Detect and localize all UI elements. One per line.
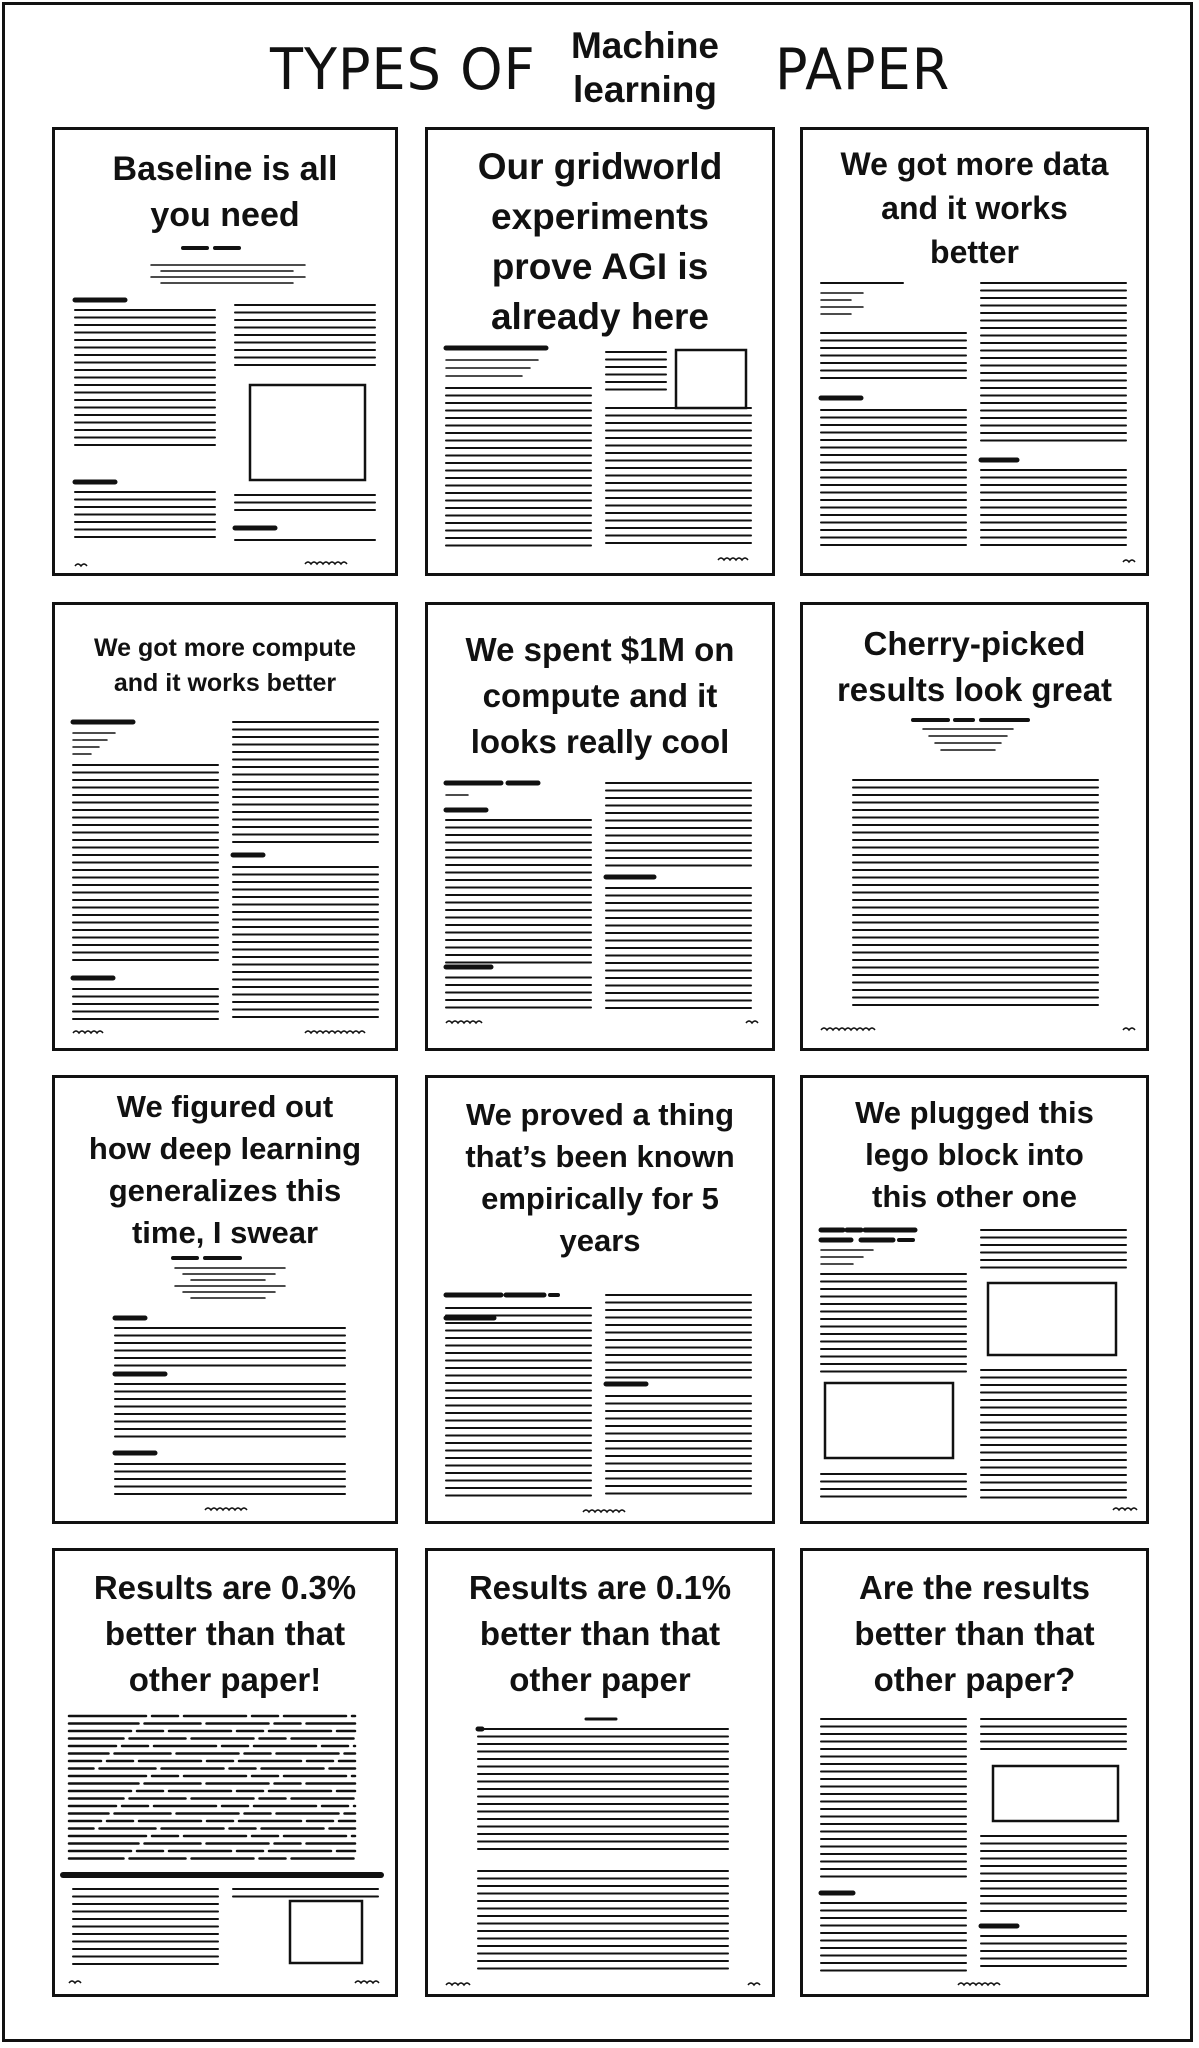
paper-title: Results are 0.1% better than that other paper xyxy=(468,1569,732,1698)
comic-title-right: PAPER xyxy=(775,36,951,103)
paper-body-text xyxy=(55,130,398,576)
paper-panel-3 xyxy=(800,127,1149,576)
paper-title: Are the results better than that other paper? xyxy=(854,1569,1095,1698)
paper-body-text xyxy=(428,130,775,576)
paper-title: Cherry-picked results look great xyxy=(836,625,1113,708)
paper-panel-4 xyxy=(52,602,398,1051)
paper-title: We plugged this lego block into this other one xyxy=(855,1095,1094,1214)
paper-panel-12 xyxy=(800,1548,1149,1997)
paper-body-text xyxy=(803,605,1149,1051)
paper-body-text xyxy=(428,605,775,1051)
paper-title: We got more compute and it works better xyxy=(93,634,357,697)
paper-body-text xyxy=(55,1078,398,1524)
paper-panel-10 xyxy=(52,1548,398,1997)
paper-title: We got more data and it works better xyxy=(840,146,1109,270)
paper-body-text xyxy=(803,130,1149,576)
comic-title-left: TYPES OF xyxy=(270,36,536,103)
paper-body-text xyxy=(428,1078,775,1524)
paper-panel-8 xyxy=(425,1075,775,1524)
paper-body-text xyxy=(55,1551,398,1997)
paper-title: We figured out how deep learning generalizes this time, I swear xyxy=(88,1089,362,1250)
paper-panel-9 xyxy=(800,1075,1149,1524)
paper-panel-2 xyxy=(425,127,775,576)
paper-title: Baseline is all you need xyxy=(112,150,338,234)
paper-body-text xyxy=(803,1551,1149,1997)
paper-panel-1 xyxy=(52,127,398,576)
paper-title: Results are 0.3% better than that other paper! xyxy=(93,1569,357,1698)
paper-panel-7 xyxy=(52,1075,398,1524)
paper-panel-6 xyxy=(800,602,1149,1051)
paper-title: We spent $1M on compute and it looks really cool xyxy=(465,631,735,760)
paper-body-text xyxy=(803,1078,1149,1524)
paper-panel-11 xyxy=(425,1548,775,1997)
paper-body-text xyxy=(428,1551,775,1997)
paper-title: We proved a thing that’s been known empirically for 5 years xyxy=(465,1097,735,1258)
paper-panel-5 xyxy=(425,602,775,1051)
paper-body-text xyxy=(55,605,398,1051)
comic-title-middle: Machine learning xyxy=(570,25,720,110)
paper-title: Our gridworld experiments prove AGI is already here xyxy=(477,146,723,337)
